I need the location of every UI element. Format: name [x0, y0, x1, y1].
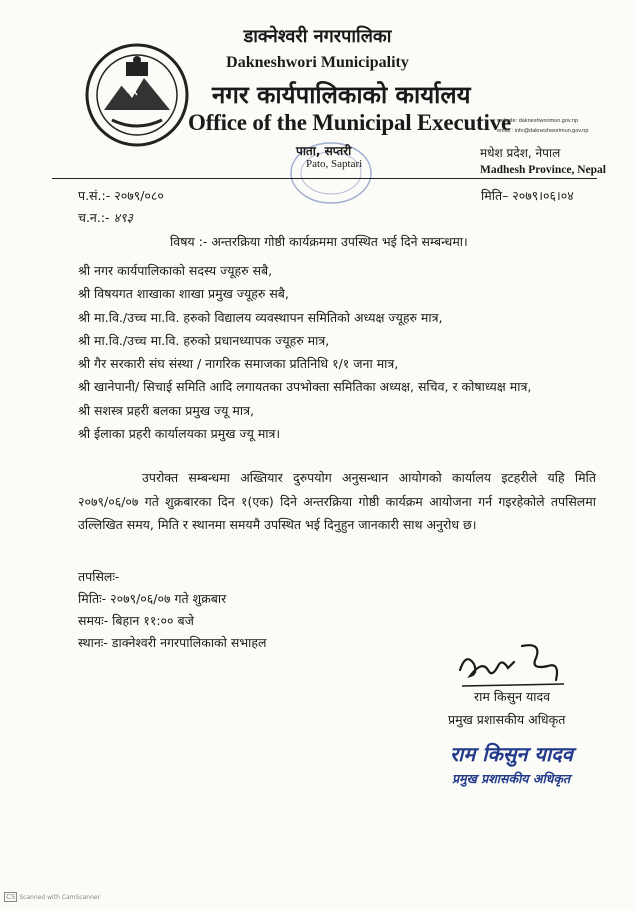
dispatch-label: च.न.:- — [78, 210, 114, 225]
list-item: श्री मा.वि./उच्च मा.वि. हरुको प्रधानध्यापक ज्यूहरु मात्र, — [78, 332, 330, 348]
scanner-badge: CS — [6, 893, 16, 901]
municipality-name-np: डाक्नेश्वरी नगरपालिका — [243, 26, 392, 47]
event-details — [78, 568, 266, 656]
event-date: मितिः- २०७९/०६/०७ गते शुक्रबार — [78, 591, 227, 606]
handwritten-signature-icon — [452, 640, 572, 695]
dispatch-value: ४९३ — [113, 210, 134, 225]
province-np: मधेश प्रदेश, नेपाल — [480, 146, 561, 160]
list-item: श्री ईलाका प्रहरी कार्यालयका प्रमुख ज्यू मात्र। — [78, 426, 281, 442]
scanner-watermark — [4, 892, 100, 902]
contact-info — [497, 116, 588, 136]
office-name-en: Office of the Municipal Executive — [188, 110, 512, 135]
list-item: श्री मा.वि./उच्च मा.वि. हरुको विद्यालय व्यवस्थापन समितिको अध्यक्ष ज्यूहरु मात्र, — [78, 309, 443, 325]
province-en: Madhesh Province, Nepal — [480, 164, 606, 176]
signatory-stamp-title: प्रमुख प्रशासकीय अधिकृत — [452, 771, 571, 786]
list-item: श्री खानेपानी/ सिचाई समिति आदि लगायतका उपभोक्ता समितिका अध्यक्ष, सचिव, र कोषाध्यक्ष मात्र, — [78, 379, 532, 395]
office-name-np: नगर कार्यपालिकाको कार्यालय — [212, 80, 471, 109]
address-np: पाता, सप्तरी — [296, 144, 352, 158]
details-heading: तपसिलः- — [78, 569, 120, 584]
letter-body: उपरोक्त सम्बन्धमा अख्तियार दुरुपयोग अनुसन्धान आयोगको कार्यालय इटहरीले यहि मिति २०७९/०६/०७ गते शुक्रबारका दिन १(एक) दिने अन्तरक्रिया गोष्ठी कार्यक्रम आयोजना गर्न गइरहेकोले तपसिलमा उल्लिखित समय, मिति र स्थानमा समयमै उपस्थित भई दिनुहुन जानकारी साथ अनुरोध छ। — [78, 470, 596, 532]
header-divider — [52, 178, 597, 179]
dispatch-number — [78, 209, 133, 226]
recipient-list — [78, 262, 531, 448]
signatory-title: प्रमुख प्रशासकीय अधिकृत — [448, 712, 566, 727]
letter-date: मिति– २०७९।०६।०४ — [481, 188, 574, 203]
signatory-stamp-name: राम किसुन यादव — [450, 742, 573, 766]
municipality-name-en: Dakneshwori Municipality — [226, 54, 409, 71]
list-item: श्री नगर कार्यपालिकाको सदस्य ज्यूहरु सबै, — [78, 263, 273, 278]
event-time: समयः- बिहान ११:०० बजे — [78, 613, 194, 628]
signatory-name: राम किसुन यादव — [474, 689, 551, 704]
email: email : info@dakneshworimun.gov.np — [497, 128, 589, 134]
reference-number: प.सं.:- २०७९/०८० — [78, 188, 164, 203]
list-item: श्री गैर सरकारी संघ संस्था / नागरिक समाजका प्रतिनिधि १/१ जना मात्र, — [78, 356, 399, 372]
letter-subject: विषय :- अन्तरक्रिया गोष्ठी कार्यक्रममा उपस्थित भई दिने सम्बन्धमा। — [170, 234, 468, 249]
website: website: dakneshworimun.gov.np — [497, 118, 578, 124]
address-en: Pato, Saptari — [306, 158, 363, 170]
event-place: स्थानः- डाक्नेश्वरी नगरपालिकाको सभाहल — [78, 635, 267, 650]
scanner-text: Scanned with CamScanner — [19, 894, 101, 901]
list-item: श्री विषयगत शाखाका शाखा प्रमुख ज्यूहरु सबै, — [78, 286, 289, 302]
list-item: श्री सशस्त्र प्रहरी बलका प्रमुख ज्यू मात्र, — [78, 402, 254, 418]
